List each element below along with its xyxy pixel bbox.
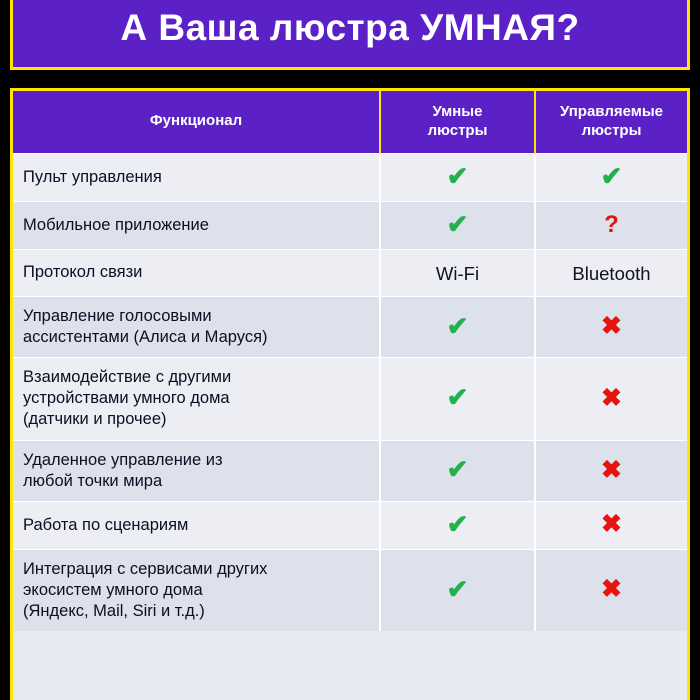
feature-cell: [13, 501, 380, 549]
feature-line: Интеграция с сервисами других: [23, 559, 268, 578]
column-header-smart-line2: люстры: [427, 121, 488, 139]
managed-value-cell: [535, 549, 687, 631]
table-header: [13, 91, 687, 153]
table-row: [13, 501, 687, 549]
table-row: [13, 201, 687, 249]
table-row: [13, 153, 687, 201]
feature-line: Удаленное управление из: [23, 450, 223, 469]
check-icon: ✔: [446, 310, 469, 341]
cross-icon: ✖: [601, 455, 622, 484]
smart-value-cell: [380, 440, 535, 501]
feature-cell: [13, 296, 380, 357]
check-icon: ✔: [446, 508, 469, 539]
cross-icon: ✖: [601, 383, 622, 412]
managed-value-cell: [535, 201, 687, 249]
smart-value-cell: [380, 201, 535, 249]
check-icon: ✔: [446, 382, 469, 413]
feature-cell: [13, 201, 380, 249]
managed-value-cell: [535, 440, 687, 501]
poster-title-bar: [10, 0, 690, 70]
table-row: [13, 296, 687, 357]
table-row: [13, 549, 687, 631]
smart-value-cell: [380, 296, 535, 357]
column-header-feature: Функционал: [13, 91, 380, 153]
table-row: [13, 358, 687, 440]
feature-line: Протокол связи: [23, 263, 143, 282]
feature-cell: [13, 440, 380, 501]
cross-icon: ✖: [601, 312, 622, 340]
cross-icon: ✖: [601, 510, 622, 539]
managed-value-cell: [535, 358, 687, 440]
protocol-value-smart: Wi-Fi: [435, 262, 480, 284]
feature-cell: [13, 358, 380, 440]
managed-value-cell: [535, 501, 687, 549]
feature-line: любой точки мира: [23, 471, 163, 490]
feature-cell: [13, 549, 380, 631]
feature-line: ассистентами (Алиса и Маруся): [23, 328, 268, 347]
feature-line: Взаимодействие с другими: [23, 368, 232, 387]
feature-line: Мобильное приложение: [23, 215, 209, 234]
check-icon: ✔: [600, 160, 623, 191]
column-header-managed-line2: люстры: [581, 121, 642, 139]
cross-icon: ✖: [601, 575, 622, 604]
feature-cell: [13, 249, 380, 296]
protocol-value-managed: Bluetooth: [572, 262, 651, 284]
column-header-smart-line1: Умные: [432, 103, 483, 120]
table-body: [13, 153, 687, 631]
check-icon: ✔: [446, 208, 469, 239]
feature-line: Управление голосовыми: [23, 306, 212, 325]
feature-line: устройствами умного дома: [23, 389, 230, 408]
smart-value-cell: [380, 501, 535, 549]
table-row: [13, 440, 687, 501]
column-header-managed-line1: Управляемые: [559, 103, 664, 120]
managed-value-cell: [535, 153, 687, 201]
feature-cell: [13, 153, 380, 201]
question-mark-icon: ?: [604, 211, 619, 239]
table-header-row: [13, 91, 687, 153]
smart-value-cell: [380, 153, 535, 201]
column-header-smart: [380, 91, 535, 153]
comparison-table: [13, 91, 687, 631]
managed-value-cell: [535, 296, 687, 357]
feature-line: экосистем умного дома: [23, 581, 203, 599]
page-title: А Ваша люстра УМНАЯ?: [120, 6, 580, 48]
smart-value-cell: [380, 249, 535, 296]
check-icon: ✔: [446, 160, 469, 191]
managed-value-cell: [535, 249, 687, 296]
feature-line: Пульт управления: [23, 167, 162, 186]
check-icon: ✔: [446, 454, 469, 485]
table-row: [13, 249, 687, 296]
smart-value-cell: [380, 549, 535, 631]
feature-line: Работа по сценариям: [23, 515, 189, 534]
comparison-table-container: [10, 88, 690, 700]
column-header-managed: [535, 91, 687, 153]
feature-line: (Яндекс, Mail, Siri и т.д.): [23, 602, 205, 621]
feature-line: (датчики и прочее): [23, 410, 167, 429]
check-icon: ✔: [446, 573, 469, 604]
smart-value-cell: [380, 358, 535, 440]
